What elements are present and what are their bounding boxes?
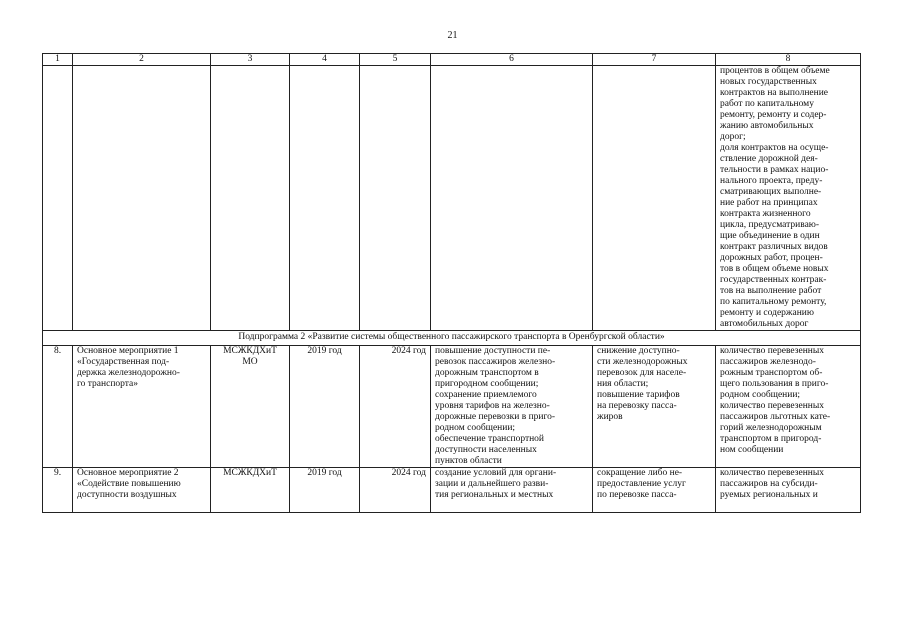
- header-cell: 1: [43, 54, 73, 66]
- empty-cell: [211, 66, 290, 331]
- header-cell: 4: [290, 54, 360, 66]
- header-cell: 3: [211, 54, 290, 66]
- expected-result-text: создание условий для органи- зации и дальнейшего разви- тия региональных и местных: [435, 468, 557, 500]
- row-number: [43, 468, 73, 513]
- indicators-text: количество перевезенных пассажиров на субсиди- руемых региональных и: [720, 468, 825, 500]
- consequences: снижение доступно- сти железнодорожных перевозок для населе- ния области; повышение тарифов на перевозку пасса- жиров: [593, 346, 716, 468]
- expected-result: [431, 468, 593, 513]
- end-year: 2024 год: [360, 346, 431, 468]
- measures-table: [42, 53, 861, 513]
- empty-cell: [431, 66, 593, 331]
- row-number: 8.: [43, 346, 73, 468]
- empty-cell: [43, 66, 73, 331]
- header-row: [43, 54, 861, 66]
- empty-cell: [73, 66, 211, 331]
- header-cell: 8: [716, 54, 861, 66]
- consequences: [593, 468, 716, 513]
- empty-cell: [290, 66, 360, 331]
- row-number-text: 9.: [53, 468, 62, 478]
- measure-name-text: Основное мероприятие 2 «Содействие повышению доступности воздушных: [77, 468, 181, 500]
- start-year: 2019 год: [290, 346, 360, 468]
- continuation-row: [43, 66, 861, 331]
- indicators: количество перевезенных пассажиров железнодо- рожным транспортом об- щего пользования в приго- родном сообщении; количество перевезенных пассажиров льготных кате- горий железнодорожным транспортом в пригород- ном сообщении: [716, 346, 861, 468]
- measure-name: Основное мероприятие 1 «Государственная под- держка железнодорожно- го транспорта»: [73, 346, 211, 468]
- measure-name: [73, 468, 211, 513]
- table-row: [43, 346, 861, 468]
- end-year: [360, 468, 431, 513]
- table-row: [43, 468, 861, 513]
- end-year-text: 2024 год: [391, 468, 426, 478]
- page-number: 21: [447, 30, 458, 41]
- subprogram-title: Подпрограмма 2 «Развитие системы общественного пассажирского транспорта в Оренбургской области»: [43, 331, 861, 346]
- indicators: [716, 468, 861, 513]
- start-year: [290, 468, 360, 513]
- executor: МСЖКДХиТ МО: [211, 346, 290, 468]
- expected-result: повышение доступности пе- ревозок пассажиров железно- дорожным транспортом в пригородном сообщении; сохранение приемлемого уровня тарифов на железно- дорожные перевозки в приго- родном сообщении; обеспечение транспортной доступности населенных пунктов области: [431, 346, 593, 468]
- empty-cell: [360, 66, 431, 331]
- executor: [211, 468, 290, 513]
- consequences-text: сокращение либо не- предоставление услуг по перевозке пасса-: [597, 468, 686, 500]
- subprogram-row: [43, 331, 861, 346]
- header-cell: 2: [73, 54, 211, 66]
- header-cell: 7: [593, 54, 716, 66]
- header-cell: 5: [360, 54, 431, 66]
- empty-cell: [593, 66, 716, 331]
- start-year-text: 2019 год: [307, 468, 342, 478]
- indicators-cell: процентов в общем объеме новых государственных контрактов на выполнение работ по капитальному ремонту, ремонту и содер- жанию автомобильных дорог; доля контрактов на осуще- ствление дорожной дея- тельности в рамках нацио- нального проекта, преду- сматривающих выполне- ние работ на принципах контракта жизненного цикла, предусматриваю- щие объединение в один контракт различных видов дорожных работ, процен- тов в общем объеме новых государственных контрак- тов на выполнение работ по капитальному ремонту, ремонту и содержанию автомобильных дорог: [716, 66, 861, 331]
- executor-text: МСЖКДХиТ: [223, 468, 277, 478]
- header-cell: 6: [431, 54, 593, 66]
